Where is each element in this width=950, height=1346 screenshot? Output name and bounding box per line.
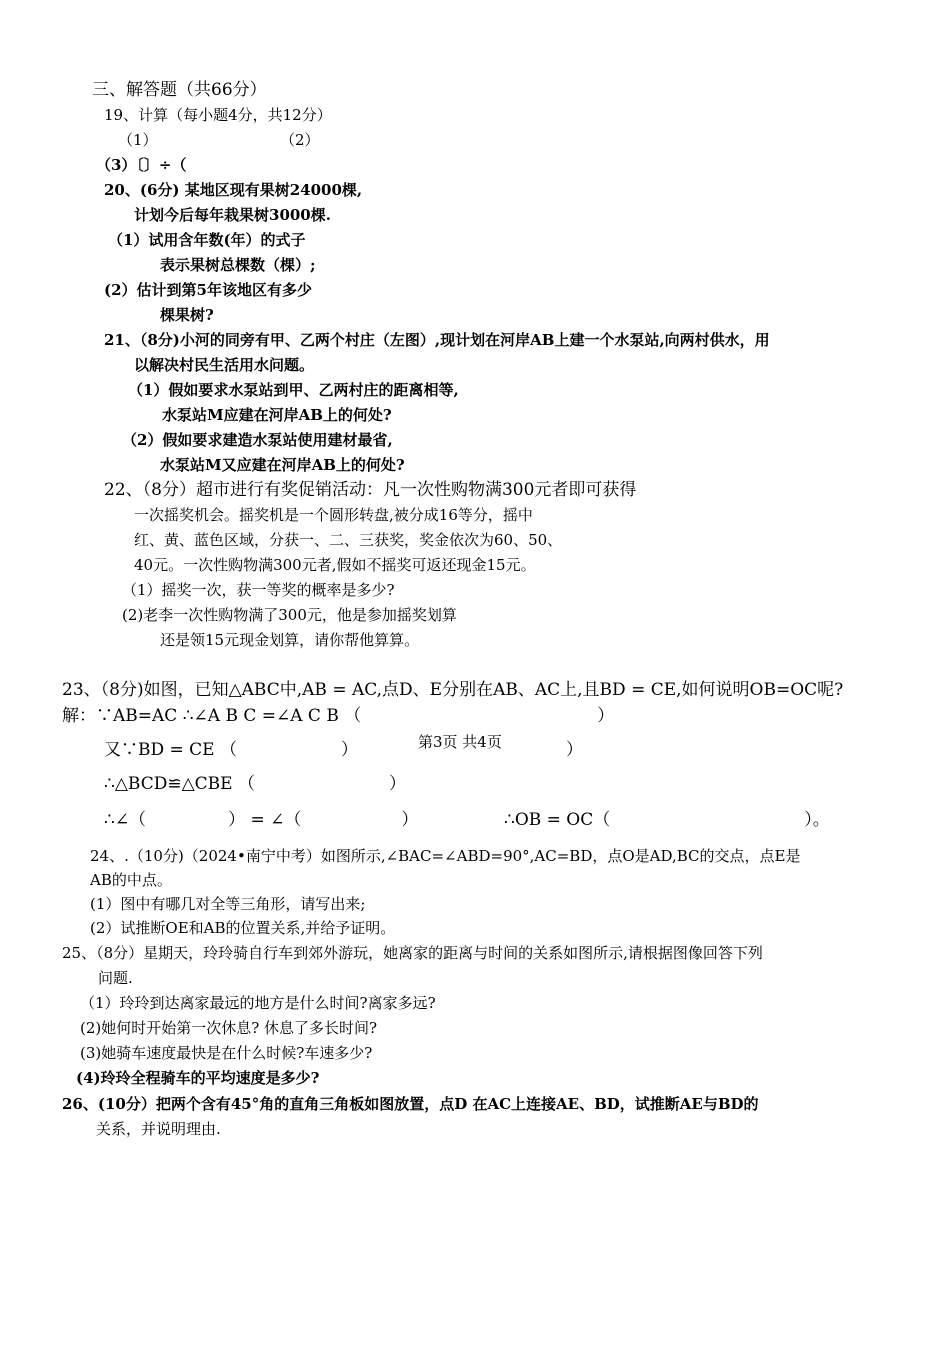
q25-line3: （1）玲玲到达离家最远的地方是什么时间?离家多远?: [80, 994, 436, 1012]
q25-line1: 25、（8分）星期天，玲玲骑自行车到郊外游玩，她离家的距离与时间的关系如图所示,请根据图像回答下列: [62, 944, 763, 962]
q23-line3-extra-close: ）: [566, 740, 583, 760]
q26-line1: 26、(10分）把两个含有45°角的直角三角板如图放置，点D 在AC上连接AE、BD，试推断AE与BD的: [62, 1095, 759, 1113]
q23-line5-angle1: ∴∠（: [104, 810, 147, 830]
q24-line1: 24、.（10分)（2024•南宁中考）如图所示,∠BAC=∠ABD=90°,AC=BD，点O是AD,BC的交点，点E是: [90, 847, 801, 865]
q19-part2: （2）: [280, 131, 320, 149]
q23-line4: [104, 774, 406, 794]
q21-line4: 水泵站M应建在河岸AB上的何处?: [162, 406, 392, 424]
q23-line2-close: ）: [597, 706, 615, 726]
q22-line4: 40元。一次性购物满300元者,假如不摇奖可返还现金15元。: [134, 556, 536, 574]
q23-line4-close: ）: [388, 774, 406, 794]
page-number: 第3页 共4页: [418, 733, 502, 751]
q24-line2: AB的中点。: [90, 871, 172, 889]
q24-line4: (2）试推断OE和AB的位置关系,并给予证明。: [90, 919, 396, 937]
q21-line1: 21、（8分)小河的同旁有甲、乙两个村庄（左图）,现计划在河岸AB上建一个水泵站,向两村供水，用: [104, 331, 770, 349]
q19-part1: （1）: [118, 131, 158, 149]
q20-line2: 计划今后每年栽果树3000棵.: [134, 206, 331, 224]
q20-line5: (2）估计到第5年该地区有多少: [104, 281, 312, 299]
q20-line4: 表示果树总棵数（棵）;: [160, 256, 316, 274]
q22-line7: 还是领15元现金划算，请你帮他算算。: [160, 631, 420, 649]
q19-part3: （3）〔〕÷（: [96, 156, 187, 174]
q21-line2: 以解决村民生活用水问题。: [134, 356, 315, 374]
q23-line3-text: 又∵BD = CE （: [104, 740, 237, 760]
q23-line5-angle2: ） = ∠（: [228, 810, 302, 830]
q25-line6: (4)玲玲全程骑车的平均速度是多少?: [76, 1069, 320, 1087]
q24-line3: (1）图中有哪几对全等三角形，请写出来;: [90, 895, 366, 913]
q23-line5-conclusion: [504, 810, 830, 830]
q21-line6: 水泵站M又应建在河岸AB上的何处?: [160, 456, 405, 474]
q21-line3: （1）假如要求水泵站到甲、乙两村庄的距离相等,: [128, 381, 459, 399]
section-heading: 三、解答题（共66分）: [92, 80, 267, 100]
q19-title: 19、计算（每小题4分，共12分）: [104, 106, 332, 124]
q25-line5: (3)她骑车速度最快是在什么时候?车速多少?: [80, 1044, 373, 1062]
q23-line5-close: ）: [401, 810, 419, 830]
q25-line4: (2)她何时开始第一次休息? 休息了多长时间?: [80, 1019, 378, 1037]
q20-line6: 棵果树?: [160, 306, 214, 324]
q22-line5: （1）摇奖一次，获一等奖的概率是多少?: [122, 581, 395, 599]
q23-line2-text: 解：∵AB=AC ∴∠A B C =∠A C B （: [62, 706, 362, 726]
q23-line4-text: ∴△BCD≌△CBE （: [104, 774, 255, 794]
q20-line3: （1）试用含年数(年）的式子: [108, 231, 306, 249]
q22-line1: 22、（8分）超市进行有奖促销活动：凡一次性购物满300元者即可获得: [104, 480, 637, 500]
q23-line2: [62, 706, 614, 726]
q20-line1: 20、(6分) 某地区现有果树24000棵,: [104, 181, 363, 199]
q22-line2: 一次摇奖机会。摇奖机是一个圆形转盘,被分成16等分，摇中: [134, 506, 533, 524]
q23-line5: [104, 810, 418, 830]
q22-line3: 红、黄、蓝色区域，分获一、二、三获奖，奖金依次为60、50、: [134, 531, 563, 549]
q23-line3-close: ）: [341, 740, 358, 760]
q23-line5-end: ）。: [804, 810, 830, 830]
q23-line3: [104, 740, 358, 760]
q25-line2: 问题.: [98, 969, 133, 987]
q26-line2: 关系，并说明理由.: [96, 1120, 221, 1138]
q23-line5-ob-oc: ∴OB = OC（: [504, 810, 611, 830]
q22-line6: (2)老李一次性购物满了300元，他是参加摇奖划算: [122, 606, 457, 624]
q21-line5: （2）假如要求建造水泵站使用建材最省,: [122, 431, 393, 449]
q23-line1: 23、（8分)如图，已知△ABC中,AB = AC,点D、E分别在AB、AC上,且BD = CE,如何说明OB=OC呢?: [62, 680, 844, 700]
